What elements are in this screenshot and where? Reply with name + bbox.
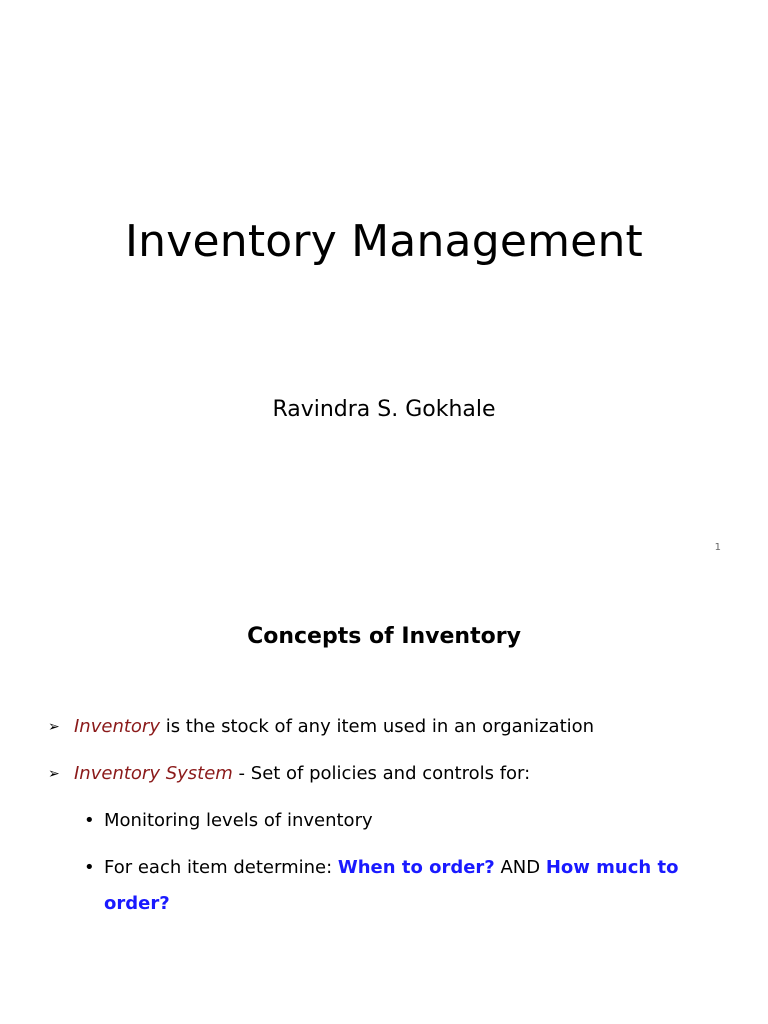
bullet-text — [74, 756, 530, 792]
slide-title: Inventory Management — [125, 216, 643, 267]
section-title: Concepts of Inventory — [247, 624, 521, 649]
sub-bullet-text: Monitoring levels of inventory — [104, 810, 373, 831]
bullet-item — [48, 756, 728, 792]
content-slide — [0, 580, 768, 1024]
emphasis-how-much: How much to order? — [104, 857, 679, 914]
sub-bullet-text — [104, 850, 700, 922]
page-number: 1 — [714, 542, 721, 553]
definition-text: - Set of policies and controls for: — [232, 763, 531, 784]
bullet-text — [74, 709, 594, 745]
arrowhead-bullet-icon: ➢ — [48, 719, 60, 735]
dot-bullet-icon: • — [84, 857, 95, 878]
term-text: Inventory — [74, 716, 160, 737]
emphasis-when: When to order? — [337, 857, 495, 878]
sub-bullet-item — [84, 850, 704, 922]
dot-bullet-icon: • — [84, 810, 95, 831]
prefix-text: For each item determine: — [104, 857, 338, 878]
arrowhead-bullet-icon: ➢ — [48, 766, 60, 782]
term-text: Inventory System — [74, 763, 233, 784]
bullet-item — [48, 709, 728, 745]
definition-text: is the stock of any item used in an organization — [159, 716, 595, 737]
sub-bullet-item — [84, 803, 724, 839]
author-name: Ravindra S. Gokhale — [272, 397, 496, 422]
connector-text: AND — [494, 857, 546, 878]
